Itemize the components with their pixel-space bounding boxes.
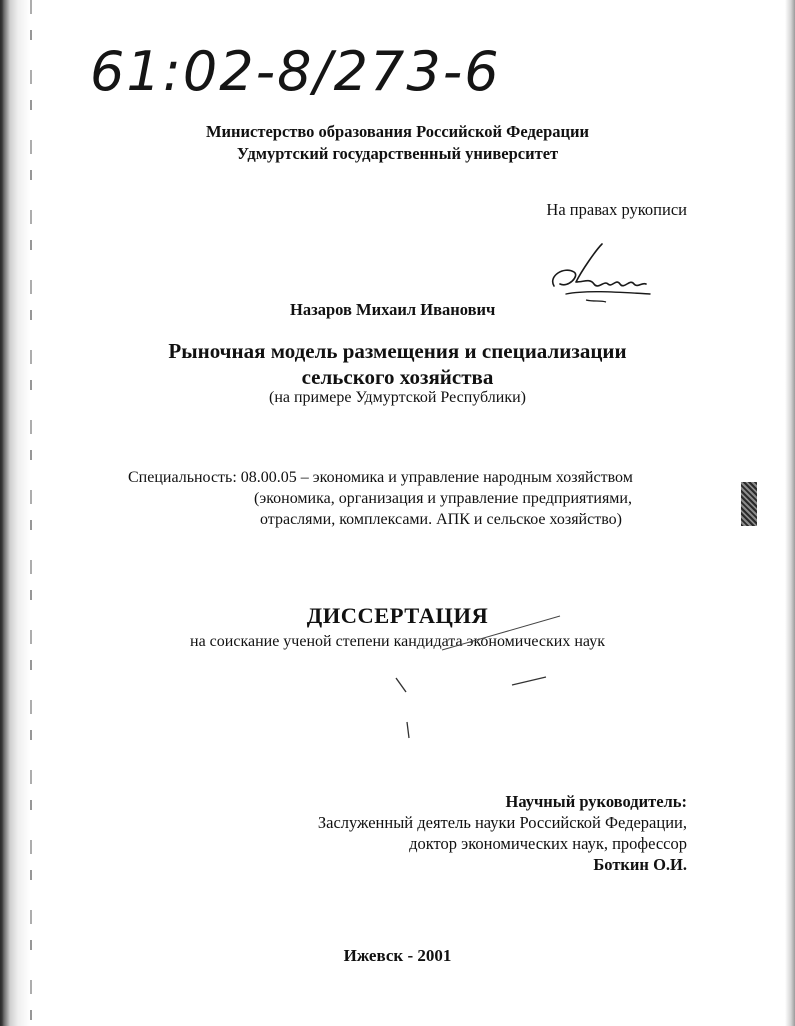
document-type-heading: ДИССЕРТАЦИЯ (306, 603, 489, 628)
ministry-name: Министерство образования Российской Федерации (205, 122, 590, 141)
speciality-line1: Специальность: 08.00.05 – экономика и управление народным хозяйством (128, 469, 633, 486)
handwritten-archive-code (88, 30, 508, 110)
stray-pen-mark (510, 674, 550, 688)
archive-code-text: 61:02-8/273-6 (90, 40, 501, 103)
author-signature (546, 242, 656, 312)
university-name: Удмуртский государственный университет (236, 144, 559, 163)
speciality-block (128, 467, 633, 530)
stray-pen-mark (392, 676, 412, 696)
binding-mark (741, 482, 757, 526)
supervisor-heading: Научный руководитель: (505, 792, 687, 811)
city-year: Ижевск - 2001 (343, 946, 452, 965)
dissertation-title-line2: сельского хозяйства (301, 365, 494, 389)
speciality-line3: отраслями, комплексами. АПК и сельское хозяйство) (260, 511, 622, 528)
author-name: Назаров Михаил Иванович (290, 300, 496, 319)
supervisor-name: Боткин О.И. (593, 855, 687, 874)
dissertation-title-line1: Рыночная модель размещения и специализации (168, 339, 627, 363)
speciality-line2: (экономика, организация и управление предприятиями, (254, 490, 632, 507)
supervisor-title1: Заслуженный деятель науки Российской Федерации, (317, 813, 687, 832)
supervisor-block (318, 791, 687, 875)
dissertation-subtitle: (на примере Удмуртской Республики) (269, 389, 526, 406)
supervisor-title2: доктор экономических наук, профессор (409, 834, 687, 853)
stray-pen-stroke (440, 612, 580, 652)
stray-pen-mark (402, 720, 414, 740)
degree-line: на соискание ученой степени кандидата экономических наук (190, 633, 605, 650)
manuscript-rights-note: На правах рукописи (546, 200, 687, 219)
